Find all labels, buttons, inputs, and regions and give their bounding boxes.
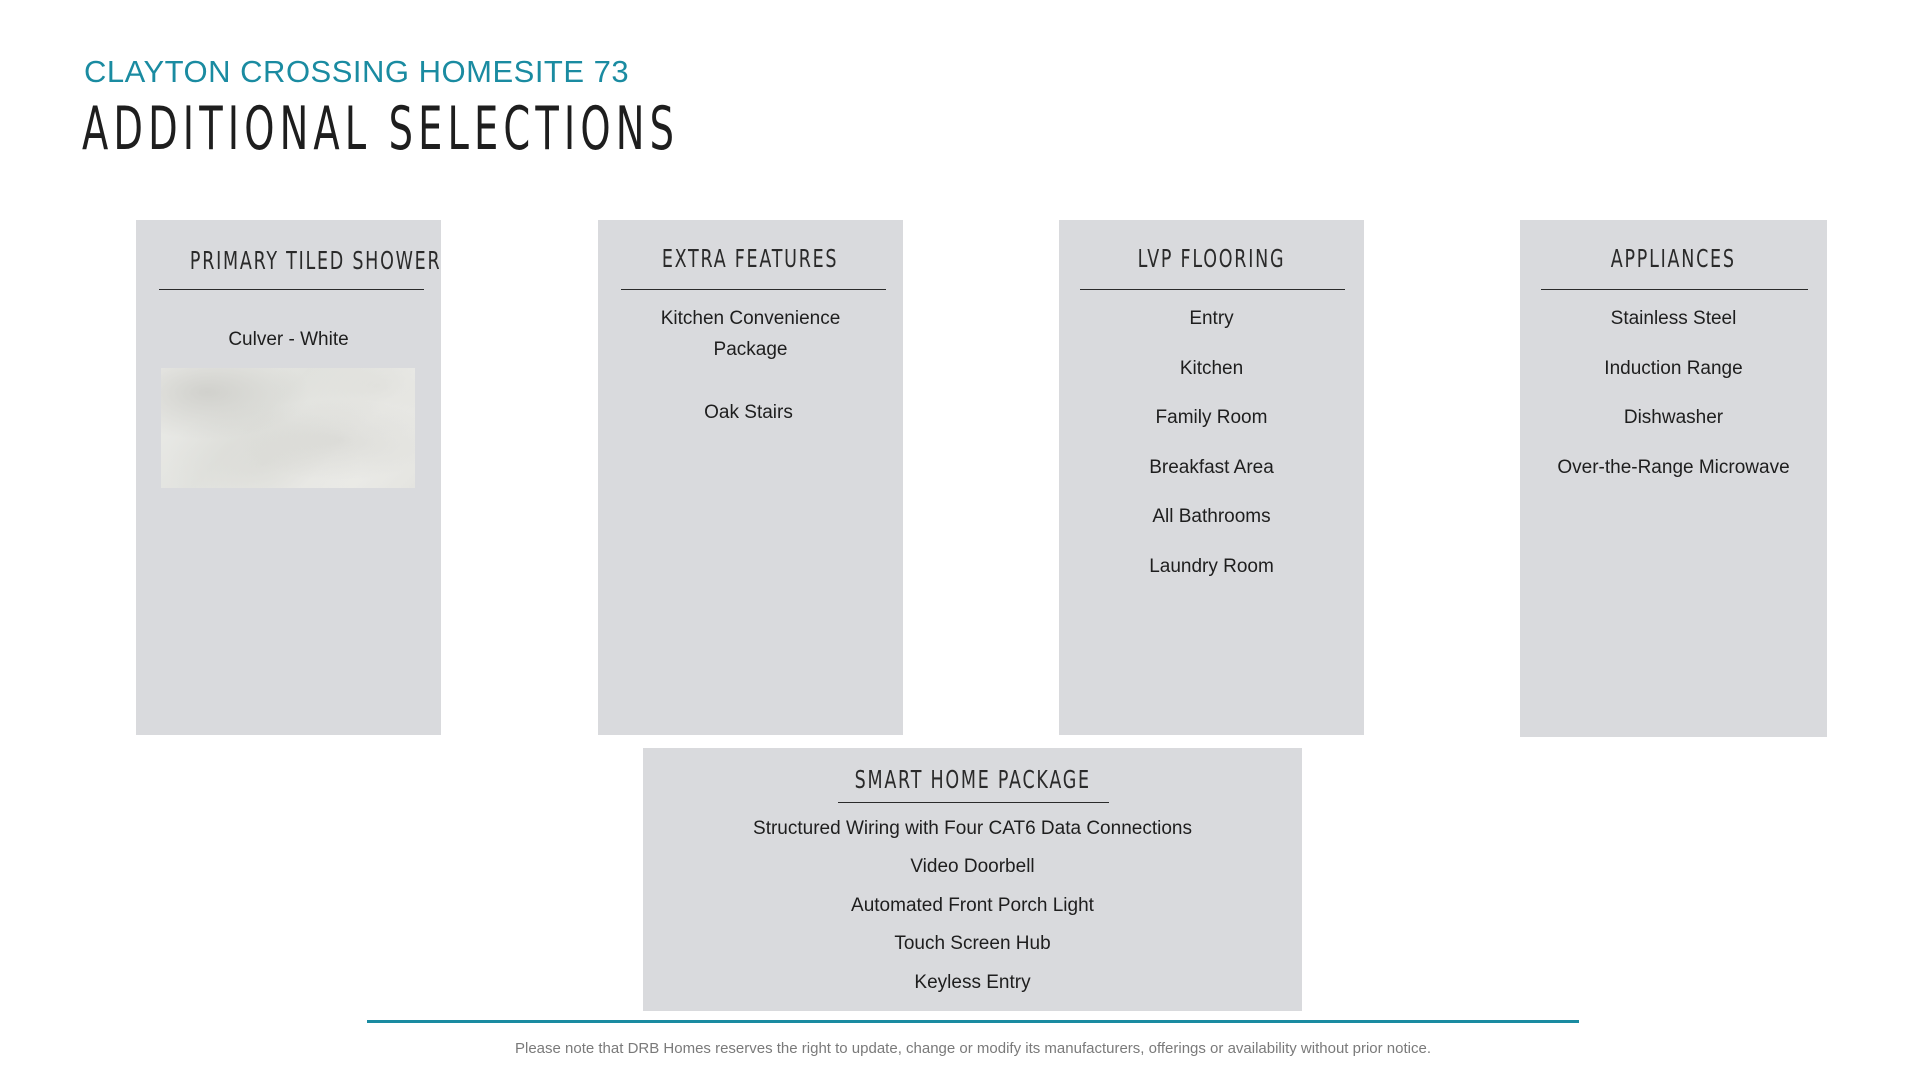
card-divider (159, 289, 424, 290)
page-title: ADDITIONAL SELECTIONS (82, 94, 680, 164)
card-divider (838, 802, 1109, 803)
card-lvp-flooring (1059, 220, 1364, 735)
list-item: Automated Front Porch Light (851, 895, 1094, 916)
list-item: Breakfast Area (1149, 457, 1274, 478)
list-item: Package (713, 339, 788, 360)
card-title: EXTRA FEATURES (662, 244, 839, 273)
card-divider (621, 289, 886, 290)
card-divider (1541, 289, 1808, 290)
list-item: Laundry Room (1149, 556, 1274, 577)
card-primary-tiled-shower (136, 220, 441, 735)
list-item: Induction Range (1604, 358, 1743, 379)
card-extra-features (598, 220, 903, 735)
list-item: Kitchen Convenience (660, 308, 841, 329)
list-item: Entry (1189, 308, 1234, 329)
card-title: PRIMARY TILED SHOWER (189, 246, 442, 275)
list-item: Over-the-Range Microwave (1557, 457, 1790, 478)
card-appliances (1520, 220, 1827, 737)
list-item: Touch Screen Hub (894, 933, 1051, 954)
card-title: SMART HOME PACKAGE (854, 765, 1091, 794)
card-title: APPLIANCES (1611, 244, 1736, 273)
card-title: LVP FLOORING (1137, 244, 1286, 273)
list-item: Keyless Entry (914, 972, 1031, 993)
list-item: Video Doorbell (910, 856, 1035, 877)
card-divider (1080, 289, 1345, 290)
list-item: Stainless Steel (1610, 308, 1737, 329)
list-item: Oak Stairs (704, 402, 793, 423)
homesite-subtitle: CLAYTON CROSSING HOMESITE 73 (84, 54, 630, 89)
footer-divider (367, 1020, 1579, 1023)
card-smart-home-package (643, 748, 1302, 1011)
list-item: Structured Wiring with Four CAT6 Data Connections (753, 818, 1192, 839)
tile-swatch-image (161, 368, 415, 488)
list-item: All Bathrooms (1152, 506, 1271, 527)
list-item: Dishwasher (1623, 407, 1724, 428)
disclaimer-note: Please note that DRB Homes reserves the right to update, change or modify its manufacturers, offerings or availability without prior notice. (514, 1040, 1431, 1057)
list-item: Family Room (1155, 407, 1268, 428)
list-item: Kitchen (1179, 358, 1244, 379)
list-item: Culver - White (228, 329, 349, 350)
